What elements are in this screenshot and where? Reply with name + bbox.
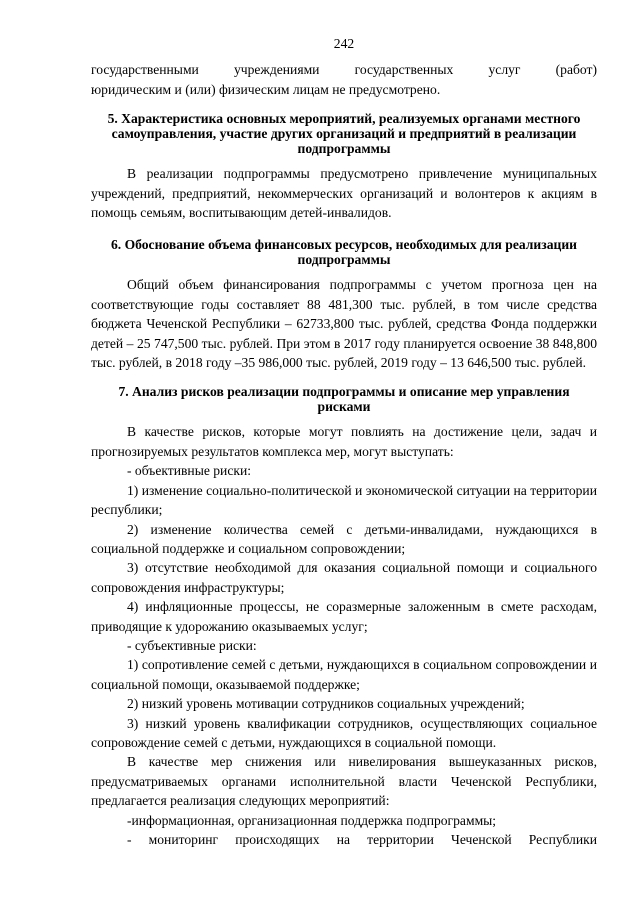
paragraph: В качестве рисков, которые могут повлиять на достижение цели, задач и прогнозируемых результатов комплекса мер, могут выступать:: [91, 424, 597, 459]
paragraph: В качестве мер снижения или нивелирования вышеуказанных рисков, предусматриваемых органами исполнительной власти Чеченской Республики, предлагается реализация следующих мероприятий:: [91, 754, 597, 809]
section-5-title: 5. Характеристика основных мероприятий, реализуемых органами местного самоуправления, участие других организаций и предприятий в реализации подпрограммы: [107, 111, 581, 157]
paragraph: 1) сопротивление семей с детьми, нуждающихся в социальном сопровождении и социальной помощи, оказываемой поддержке;: [91, 657, 597, 692]
section-5-text: В реализации подпрограммы предусмотрено привлечение муниципальных учреждений, предприятий, некоммерческих организаций и волонтеров к акциям в помощь семьям, воспитывающим детей-инвалидов.: [91, 166, 597, 221]
section-6-title: 6. Обоснование объема финансовых ресурсов, необходимых для реализации подпрограммы: [110, 237, 578, 268]
paragraph: -информационная, организационная поддержка подпрограммы;: [127, 812, 497, 828]
paragraph: 4) инфляционные процессы, не соразмерные заложенным в смете расходам, приводящие к удорожанию оказываемых услуг;: [91, 599, 597, 634]
paragraph: - объективные риски:: [127, 463, 252, 479]
paragraph: 2) низкий уровень мотивации сотрудников социальных учреждений;: [127, 696, 525, 712]
intro-line-1: государственными учреждениями государственных услуг (работ): [91, 62, 597, 78]
paragraph: 1) изменение социально-политической и экономической ситуации на территории республики;: [91, 482, 597, 518]
page-number: 242: [333, 36, 355, 51]
paragraph-continued: - мониторинг происходящих на территории Чеченской Республики: [127, 832, 597, 847]
section-6-text: Общий объем финансирования подпрограммы с учетом прогноза цен на соответствующие годы составляет 88 481,300 тыс. рублей, в том числе средства бюджета Чеченской Республики – 62733,800 тыс. рублей, средства Фонда поддержки детей – 25 747,500 тыс. рублей. При этом в 2017 году планируется освоение 38 848,800 тыс. рублей, в 2018 году –35 986,000 тыс. рублей, 2019 году – 13 646,500 тыс. рублей.: [91, 277, 597, 371]
paragraph: - субъективные риски:: [127, 637, 257, 653]
section-7-title: 7. Анализ рисков реализации подпрограммы и описание мер управления рисками: [118, 384, 570, 415]
paragraph: 3) низкий уровень квалификации сотрудников, осуществляющих социальное сопровождение семей с детьми, нуждающихся в социальной помощи.: [91, 715, 597, 750]
document-page: [91, 34, 597, 849]
paragraph: 2) изменение количества семей с детьми-инвалидами, нуждающихся в социальной поддержке и социальном сопровождении;: [91, 521, 597, 556]
intro-line-2: юридическим и (или) физическим лицам не предусмотрено.: [91, 81, 441, 97]
paragraph: 3) отсутствие необходимой для оказания социальной помощи и социального сопровождения инфраструктуры;: [91, 560, 597, 595]
